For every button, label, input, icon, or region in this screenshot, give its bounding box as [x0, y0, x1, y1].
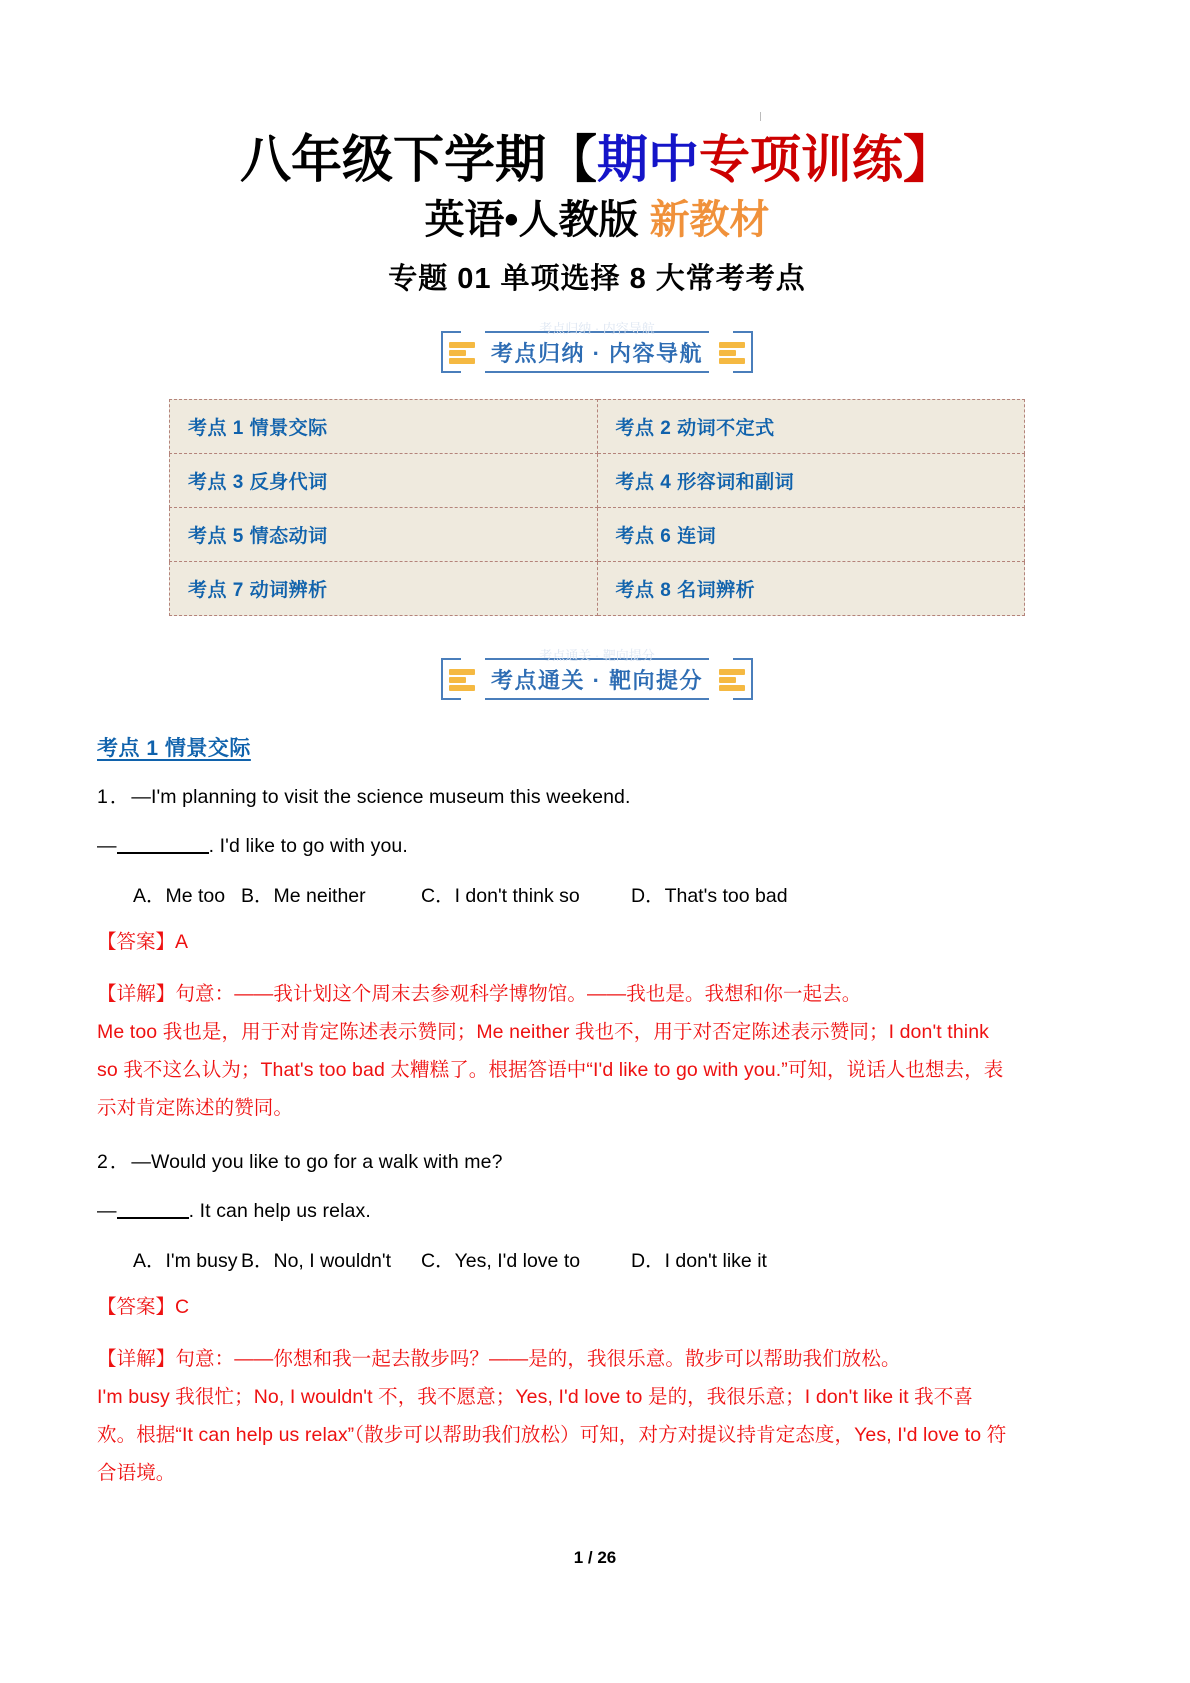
question-1-answer [97, 929, 1097, 955]
toc-item-4[interactable]: 考点 4 形容词和副词 [597, 454, 1025, 508]
double-bar-icon-right [719, 341, 745, 363]
subtitle-part1: 英语•人教版 [424, 198, 650, 243]
nav-banner-wrap [97, 321, 1097, 373]
page-footer [0, 1548, 1190, 1568]
explanation-meaning: 句意：——我计划这个周末去参观科学博物馆。——我也是。我想和你一起去。 [175, 983, 862, 1006]
nav-banner-ghost-text: 考点归纳 · 内容导航 [539, 321, 655, 337]
question-1-number: 1． [97, 786, 132, 809]
page-title [97, 128, 1097, 191]
question-2-reply-prefix: — [97, 1199, 117, 1222]
option-d[interactable]: D．I don't like it [631, 1250, 767, 1273]
question-2-reply [97, 1198, 1097, 1224]
question-1-reply-suffix: . I'd like to go with you. [208, 834, 408, 857]
toc-item-6[interactable]: 考点 6 连词 [597, 508, 1025, 562]
page-content [97, 0, 1097, 1492]
double-bar-icon-left [449, 341, 475, 363]
title-line1-part3: 专项训练】 [699, 131, 955, 188]
answer-label: 【答案】 [97, 931, 176, 954]
practice-banner-ghost-text: 考点通关 · 靶向提分 [539, 648, 655, 664]
explanation-label: 【详解】 [97, 983, 176, 1006]
title-line1-part2: 期中 [596, 131, 699, 188]
option-b[interactable]: B．No, I wouldn't [241, 1250, 392, 1273]
table-row [170, 508, 1025, 562]
question-1-reply [97, 833, 1097, 859]
explanation-label: 【详解】 [97, 1348, 176, 1371]
practice-banner-label: 考点通关 · 靶向提分 [490, 667, 704, 693]
nav-banner-label: 考点归纳 · 内容导航 [490, 340, 704, 366]
practice-banner-wrap [97, 648, 1097, 700]
answer-blank[interactable] [117, 837, 209, 854]
table-row [170, 454, 1025, 508]
explanation-body: Me too 我也是，用于对肯定陈述表示赞同；Me neither 我也不，用于对否定陈述表示赞同；I don't think so 我不这么认为；That's too bad 太糟糕了。根据答语中“I'd like to go with you.”可知，说话人也想去，表示对肯定陈述的赞同。 [97, 1021, 1004, 1120]
option-c[interactable]: C．Yes, I'd love to [421, 1250, 581, 1273]
answer-value: C [175, 1296, 190, 1319]
toc-item-2[interactable]: 考点 2 动词不定式 [597, 400, 1025, 454]
title-line1-part1: 八年级下学期【 [239, 131, 597, 188]
topic-title: 专题 01 单项选择 8 大常考考点 [388, 263, 806, 296]
question-2-answer [97, 1294, 1097, 1320]
toc-item-7[interactable]: 考点 7 动词辨析 [170, 562, 598, 616]
answer-label: 【答案】 [97, 1296, 176, 1319]
double-bar-icon-right [719, 668, 745, 690]
answer-blank[interactable] [117, 1202, 189, 1219]
option-b[interactable]: B．Me neither [241, 885, 366, 908]
question-1-reply-prefix: — [97, 834, 117, 857]
question-2-number: 2． [97, 1151, 132, 1174]
question-2-stem-text: —Would you like to go for a walk with me? [131, 1151, 503, 1174]
question-2-stem [97, 1149, 1097, 1175]
question-1-stem [97, 784, 1097, 810]
answer-value: A [175, 931, 189, 954]
explanation-body: I'm busy 我很忙；No, I wouldn't 不，我不愿意；Yes, I'd love to 是的，我很乐意；I don't like it 我不喜欢。根据“It can help us relax”（散步可以帮助我们放松）可知，对方对提议持肯定态度，Yes, I'd love to 符合语境。 [97, 1386, 1007, 1485]
question-2-explanation [97, 1340, 1012, 1492]
toc-item-3[interactable]: 考点 3 反身代词 [170, 454, 598, 508]
option-c[interactable]: C．I don't think so [421, 885, 580, 908]
nav-banner [441, 321, 753, 373]
question-1-explanation [97, 975, 1012, 1127]
table-of-contents [169, 399, 1025, 616]
section-heading: 考点 1 情景交际 [97, 737, 251, 761]
table-row [170, 562, 1025, 616]
question-2-options [97, 1245, 1097, 1273]
option-d[interactable]: D．That's too bad [631, 885, 788, 908]
toc-item-1[interactable]: 考点 1 情景交际 [170, 400, 598, 454]
explanation-first-line [97, 1340, 1012, 1378]
explanation-first-line [97, 975, 1012, 1013]
explanation-meaning: 句意：——你想和我一起去散步吗？——是的，我很乐意。散步可以帮助我们放松。 [175, 1348, 901, 1371]
double-bar-icon-left [449, 668, 475, 690]
subtitle-part2: 新教材 [649, 198, 770, 243]
practice-banner [441, 648, 753, 700]
question-2-reply-suffix: . It can help us relax. [188, 1199, 371, 1222]
option-a[interactable]: A．I'm busy [133, 1250, 238, 1273]
toc-item-8[interactable]: 考点 8 名词辨析 [597, 562, 1025, 616]
question-1-options [97, 880, 1097, 908]
option-a[interactable]: A．Me too [133, 885, 226, 908]
question-1-stem-text: —I'm planning to visit the science museum this weekend. [131, 786, 631, 809]
toc-item-5[interactable]: 考点 5 情态动词 [170, 508, 598, 562]
table-row [170, 400, 1025, 454]
page-subtitle [97, 195, 1097, 246]
page-number: 1 / 26 [573, 1548, 617, 1567]
